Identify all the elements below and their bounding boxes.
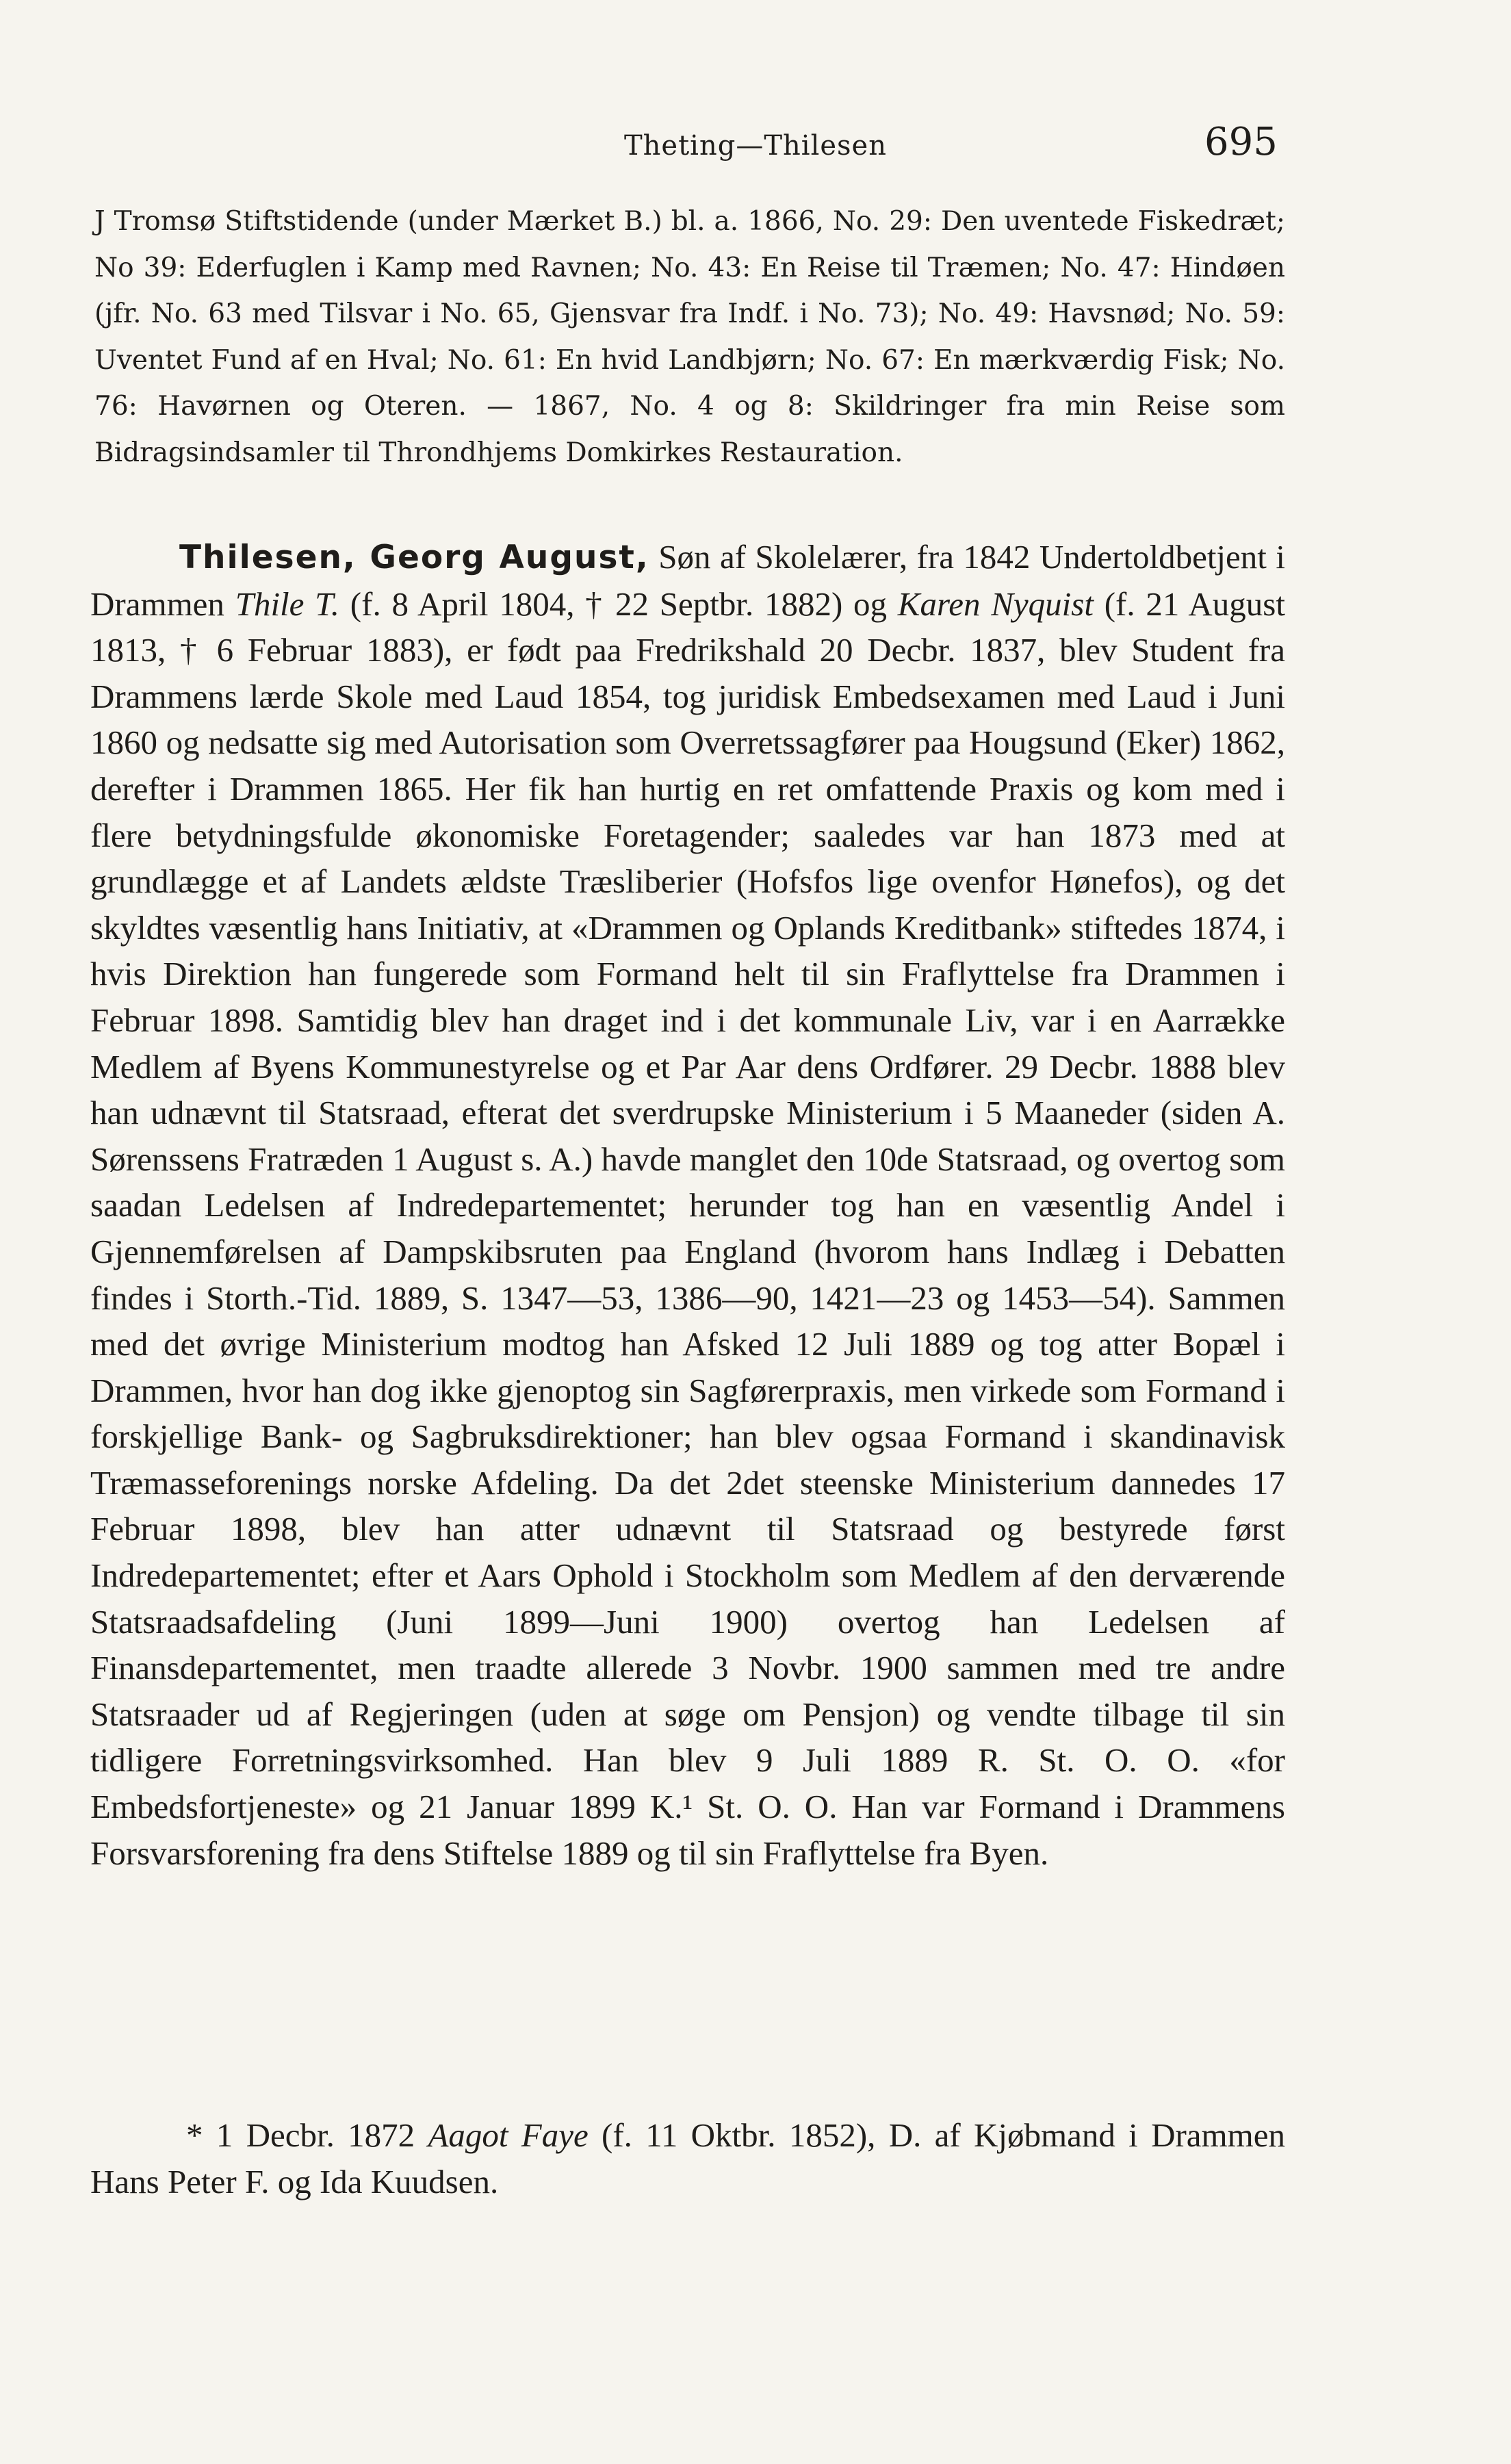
marriage-note	[90, 2112, 1285, 2205]
page-number: 695	[1204, 120, 1278, 164]
entry-text-2: (f. 8 April 1804, † 22 Septbr. 1882) og	[339, 585, 898, 623]
previous-entry-bibliography: J Tromsø Stiftstidende (under Mærket B.) bl. a. 1866, No. 29: Den uventede Fiskedræt; No 39: Ederfuglen i Kamp med Ravnen; No. 43: En Reise til Træmen; No. 47: Hindøen (jfr. No. 63 med Tilsvar i No. 65, Gjensvar fra Indf. i No. 73); No. 49: Havsnød; No. 59: Uventet Fund af en Hval; No. 61: En hvid Landbjørn; No. 67: En mærkværdig Fisk; No. 76: Havørnen og Oteren. — 1867, No. 4 og 8: Skildringer fra min Reise som Bidragsindsamler til Throndhjems Domkirkes Restauration.	[94, 206, 1285, 468]
biography-entry	[90, 534, 1285, 1876]
running-head: Theting—Thilesen	[623, 130, 887, 162]
marriage-text-1: * 1 Decbr. 1872	[186, 2116, 428, 2154]
father-name: Thile T.	[235, 585, 340, 623]
entry-name: Thilesen, Georg August,	[179, 539, 649, 576]
mother-name: Karen Nyquist	[897, 585, 1094, 623]
entry-text-3: (f. 21 August 1813, † 6 Februar 1883), er født paa Fredrikshald 20 Decbr. 1837, blev Student fra Drammens lærde Skole med Laud 1854, tog juridisk Embedsexamen med Laud i Juni 1860 og nedsatte sig med Autorisation som Overretssagfører paa Hougsund (Eker) 1862, derefter i Drammen 1865. Her fik han hurtig en ret omfattende Praxis og kom med i flere betydningsfulde økonomiske Foretagender; saaledes var han 1873 med at grundlægge et af Landets ældste Træsliberier (Hofsfos lige ovenfor Hønefos), og det skyldtes væsentlig hans Initiativ, at «Drammen og Oplands Kreditbank» stiftedes 1874, i hvis Direktion han fungerede som Formand helt til sin Fraflyttelse fra Drammen i Februar 1898. Samtidig blev han draget ind i det kommunale Liv, var i en Aarrække Medlem af Byens Kommunestyrelse og et Par Aar dens Ordfører. 29 Decbr. 1888 blev han udnævnt til Statsraad, efterat det sverdrupske Ministerium i 5 Maaneder (siden A. Sørenssens Fratræden 1 August s. A.) havde manglet den 10de Statsraad, og overtog som saadan Ledelsen af Indredepartementet; herunder tog han en væsentlig Andel i Gjennemførelsen af Dampskibsruten paa England (hvorom hans Indlæg i Debatten findes i Storth.-Tid. 1889, S. 1347—53, 1386—90, 1421—23 og 1453—54). Sammen med det øvrige Ministerium modtog han Afsked 12 Juli 1889 og tog atter Bopæl i Drammen, hvor han dog ikke gjenoptog sin Sagførerpraxis, men virkede som Formand i forskjellige Bank- og Sagbruksdirektioner; han blev ogsaa Formand i skandinavisk Træmasseforenings norske Afdeling. Da det 2det steenske Ministerium dannedes 17 Februar 1898, blev han atter udnævnt til Statsraad og bestyrede først Indredepartementet; efter et Aars Ophold i Stockholm som Medlem af den derværende Statsraadsafdeling (Juni 1899—Juni 1900) overtog han Ledelsen af Finansdepartementet, men traadte allerede 3 Novbr. 1900 sammen med tre andre Statsraader ud af Regjeringen (uden at søge om Pensjon) og vendte tilbage til sin tidligere Forretningsvirksomhed. Han blev 9 Juli 1889 R. St. O. O. «for Embedsfortjeneste» og 21 Januar 1899 K.¹ St. O. O. Han var Formand i Drammens Forsvarsforening fra dens Stiftelse 1889 og til sin Fraflyttelse fra Byen.	[90, 585, 1285, 1872]
marriage-text-2: (f. 11 Oktbr. 1852), D. af Kjøbmand i Drammen Hans Peter F. og Ida Kuudsen.	[90, 2116, 1285, 2200]
wife-name: Aagot Faye	[428, 2116, 589, 2154]
entry-text-1: Søn af Skolelærer, fra 1842 Undertoldbetjent i Drammen	[90, 538, 1285, 623]
